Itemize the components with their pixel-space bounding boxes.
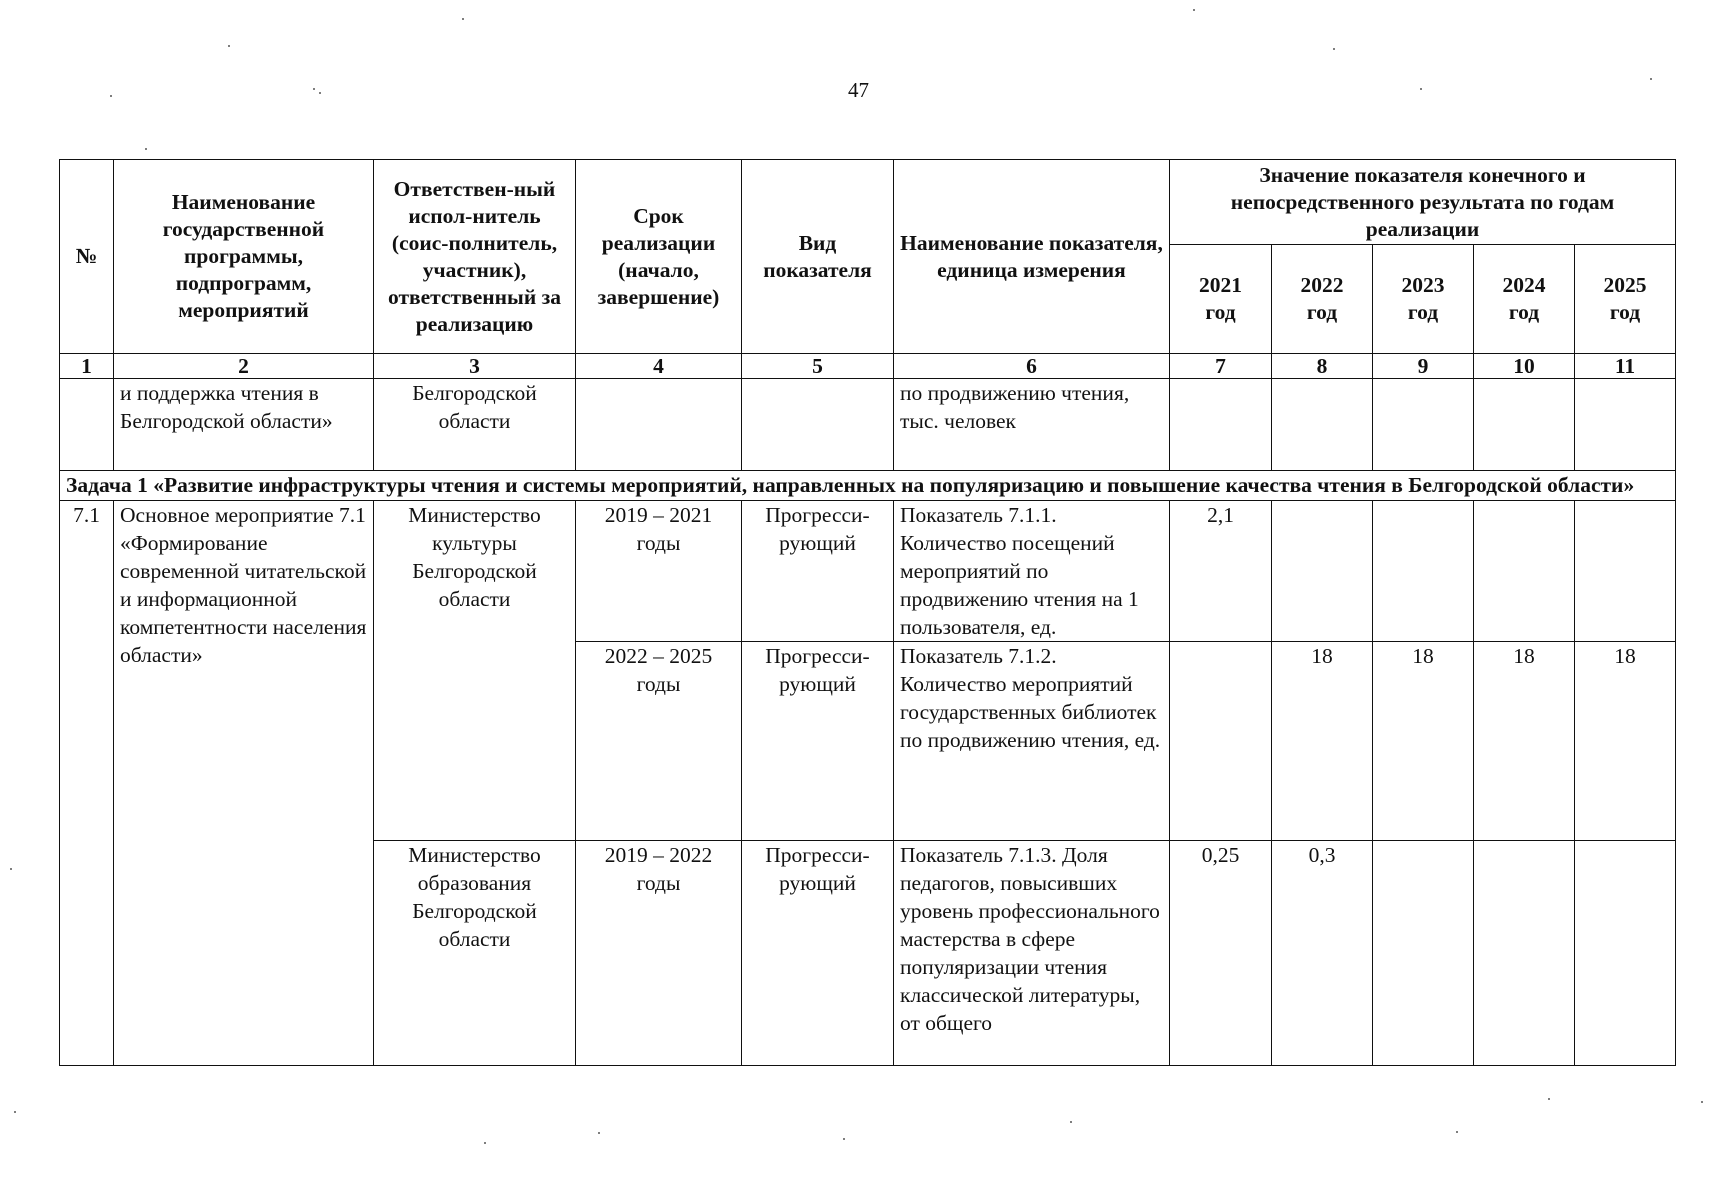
indicator-name: Показатель 7.1.2. Количество мероприятий государственных библиотек по продвижению чтения, ед. [894,642,1170,841]
scan-speck [1701,1101,1703,1103]
indicator-name: Показатель 7.1.3. Доля педагогов, повысивших уровень профессионального мастерства в сфере популяризации чтения классической литературы, от общего [894,841,1170,1066]
continuation-row [60,379,1676,471]
indicator-type: Прогресси-рующий [742,501,894,642]
scan-speck [484,1142,486,1144]
indicator-value-2021 [1170,642,1272,841]
indicator-type: Прогресси-рующий [742,841,894,1066]
scan-speck [1070,1121,1072,1123]
column-number: 9 [1373,354,1474,379]
column-number: 6 [894,354,1170,379]
indicator-value-2025 [1575,501,1676,642]
column-number: 3 [374,354,576,379]
column-number: 4 [576,354,742,379]
column-numbers-row [60,354,1676,379]
header-program: Наименование государственной программы, подпрограмм, мероприятий [114,160,374,354]
indicator-value-2022: 0,3 [1272,841,1373,1066]
scan-speck [110,95,112,97]
activity-name: Основное мероприятие 7.1 «Формирование современной читательской и информационной компетентности населения области» [114,501,374,1066]
cell-empty [1170,379,1272,471]
header-year: 2023 год [1373,245,1474,354]
activity-executor: Министерство образования Белгородской области [374,841,576,1066]
indicator-value-2022 [1272,501,1373,642]
indicator-value-2021: 0,25 [1170,841,1272,1066]
scan-speck [1193,9,1195,11]
scan-speck [1456,1131,1458,1133]
scan-speck [598,1132,600,1134]
scan-speck [228,45,230,47]
indicator-value-2024 [1474,501,1575,642]
continuation-indicator: по продвижению чтения, тыс. человек [894,379,1170,471]
activity-executor: Министерство культуры Белгородской области [374,501,576,841]
scan-speck [10,868,12,870]
cell-empty [60,379,114,471]
column-number: 5 [742,354,894,379]
page-number: 47 [848,78,869,102]
column-number: 11 [1575,354,1676,379]
indicator-name: Показатель 7.1.1. Количество посещений мероприятий по продвижению чтения на 1 пользователя, ед. [894,501,1170,642]
task-title: Задача 1 «Развитие инфраструктуры чтения и системы мероприятий, направленных на популяризацию и повышение качества чтения в Белгородской области» [60,471,1676,501]
header-executor: Ответствен-ный испол-нитель (соис-полнитель, участник), ответственный за реализацию [374,160,576,354]
header-term: Срок реализации (начало, завершение) [576,160,742,354]
task-row [60,471,1676,501]
header-year: 2024 год [1474,245,1575,354]
indicator-value-2025 [1575,841,1676,1066]
column-number: 8 [1272,354,1373,379]
column-number: 10 [1474,354,1575,379]
header-values: Значение показателя конечного и непосредственного результата по годам реализации [1170,160,1676,245]
indicator-value-2025: 18 [1575,642,1676,841]
scan-speck [1333,48,1335,50]
scan-speck [1548,1098,1550,1100]
scan-speck [145,148,147,150]
cell-empty [742,379,894,471]
indicator-value-2023: 18 [1373,642,1474,841]
scan-speck [319,92,321,94]
scan-speck [462,18,464,20]
header-type: Вид показателя [742,160,894,354]
cell-empty [576,379,742,471]
continuation-program: и поддержка чтения в Белгородской области» [114,379,374,471]
indicator-term: 2019 – 2021 годы [576,501,742,642]
column-number: 7 [1170,354,1272,379]
continuation-executor: Белгородской области [374,379,576,471]
activity-number: 7.1 [60,501,114,1066]
cell-empty [1272,379,1373,471]
scan-speck [313,88,315,90]
header-year: 2022 год [1272,245,1373,354]
header-year: 2021 год [1170,245,1272,354]
indicator-value-2021: 2,1 [1170,501,1272,642]
header-year: 2025 год [1575,245,1676,354]
scan-speck [843,1138,845,1140]
indicator-value-2024: 18 [1474,642,1575,841]
cell-empty [1575,379,1676,471]
indicator-term: 2019 – 2022 годы [576,841,742,1066]
indicator-value-2022: 18 [1272,642,1373,841]
indicator-row [60,501,1676,642]
indicator-term: 2022 – 2025 годы [576,642,742,841]
column-number: 1 [60,354,114,379]
indicator-type: Прогресси-рующий [742,642,894,841]
header-indicator: Наименование показателя, единица измерения [894,160,1170,354]
indicators-table [59,159,1676,1066]
column-number: 2 [114,354,374,379]
header-no: № [60,160,114,354]
scan-speck [1650,78,1652,80]
indicator-value-2023 [1373,501,1474,642]
scan-speck [1420,88,1422,90]
indicator-value-2024 [1474,841,1575,1066]
cell-empty [1373,379,1474,471]
cell-empty [1474,379,1575,471]
header-row [60,160,1676,245]
indicator-value-2023 [1373,841,1474,1066]
scan-speck [14,1111,16,1113]
